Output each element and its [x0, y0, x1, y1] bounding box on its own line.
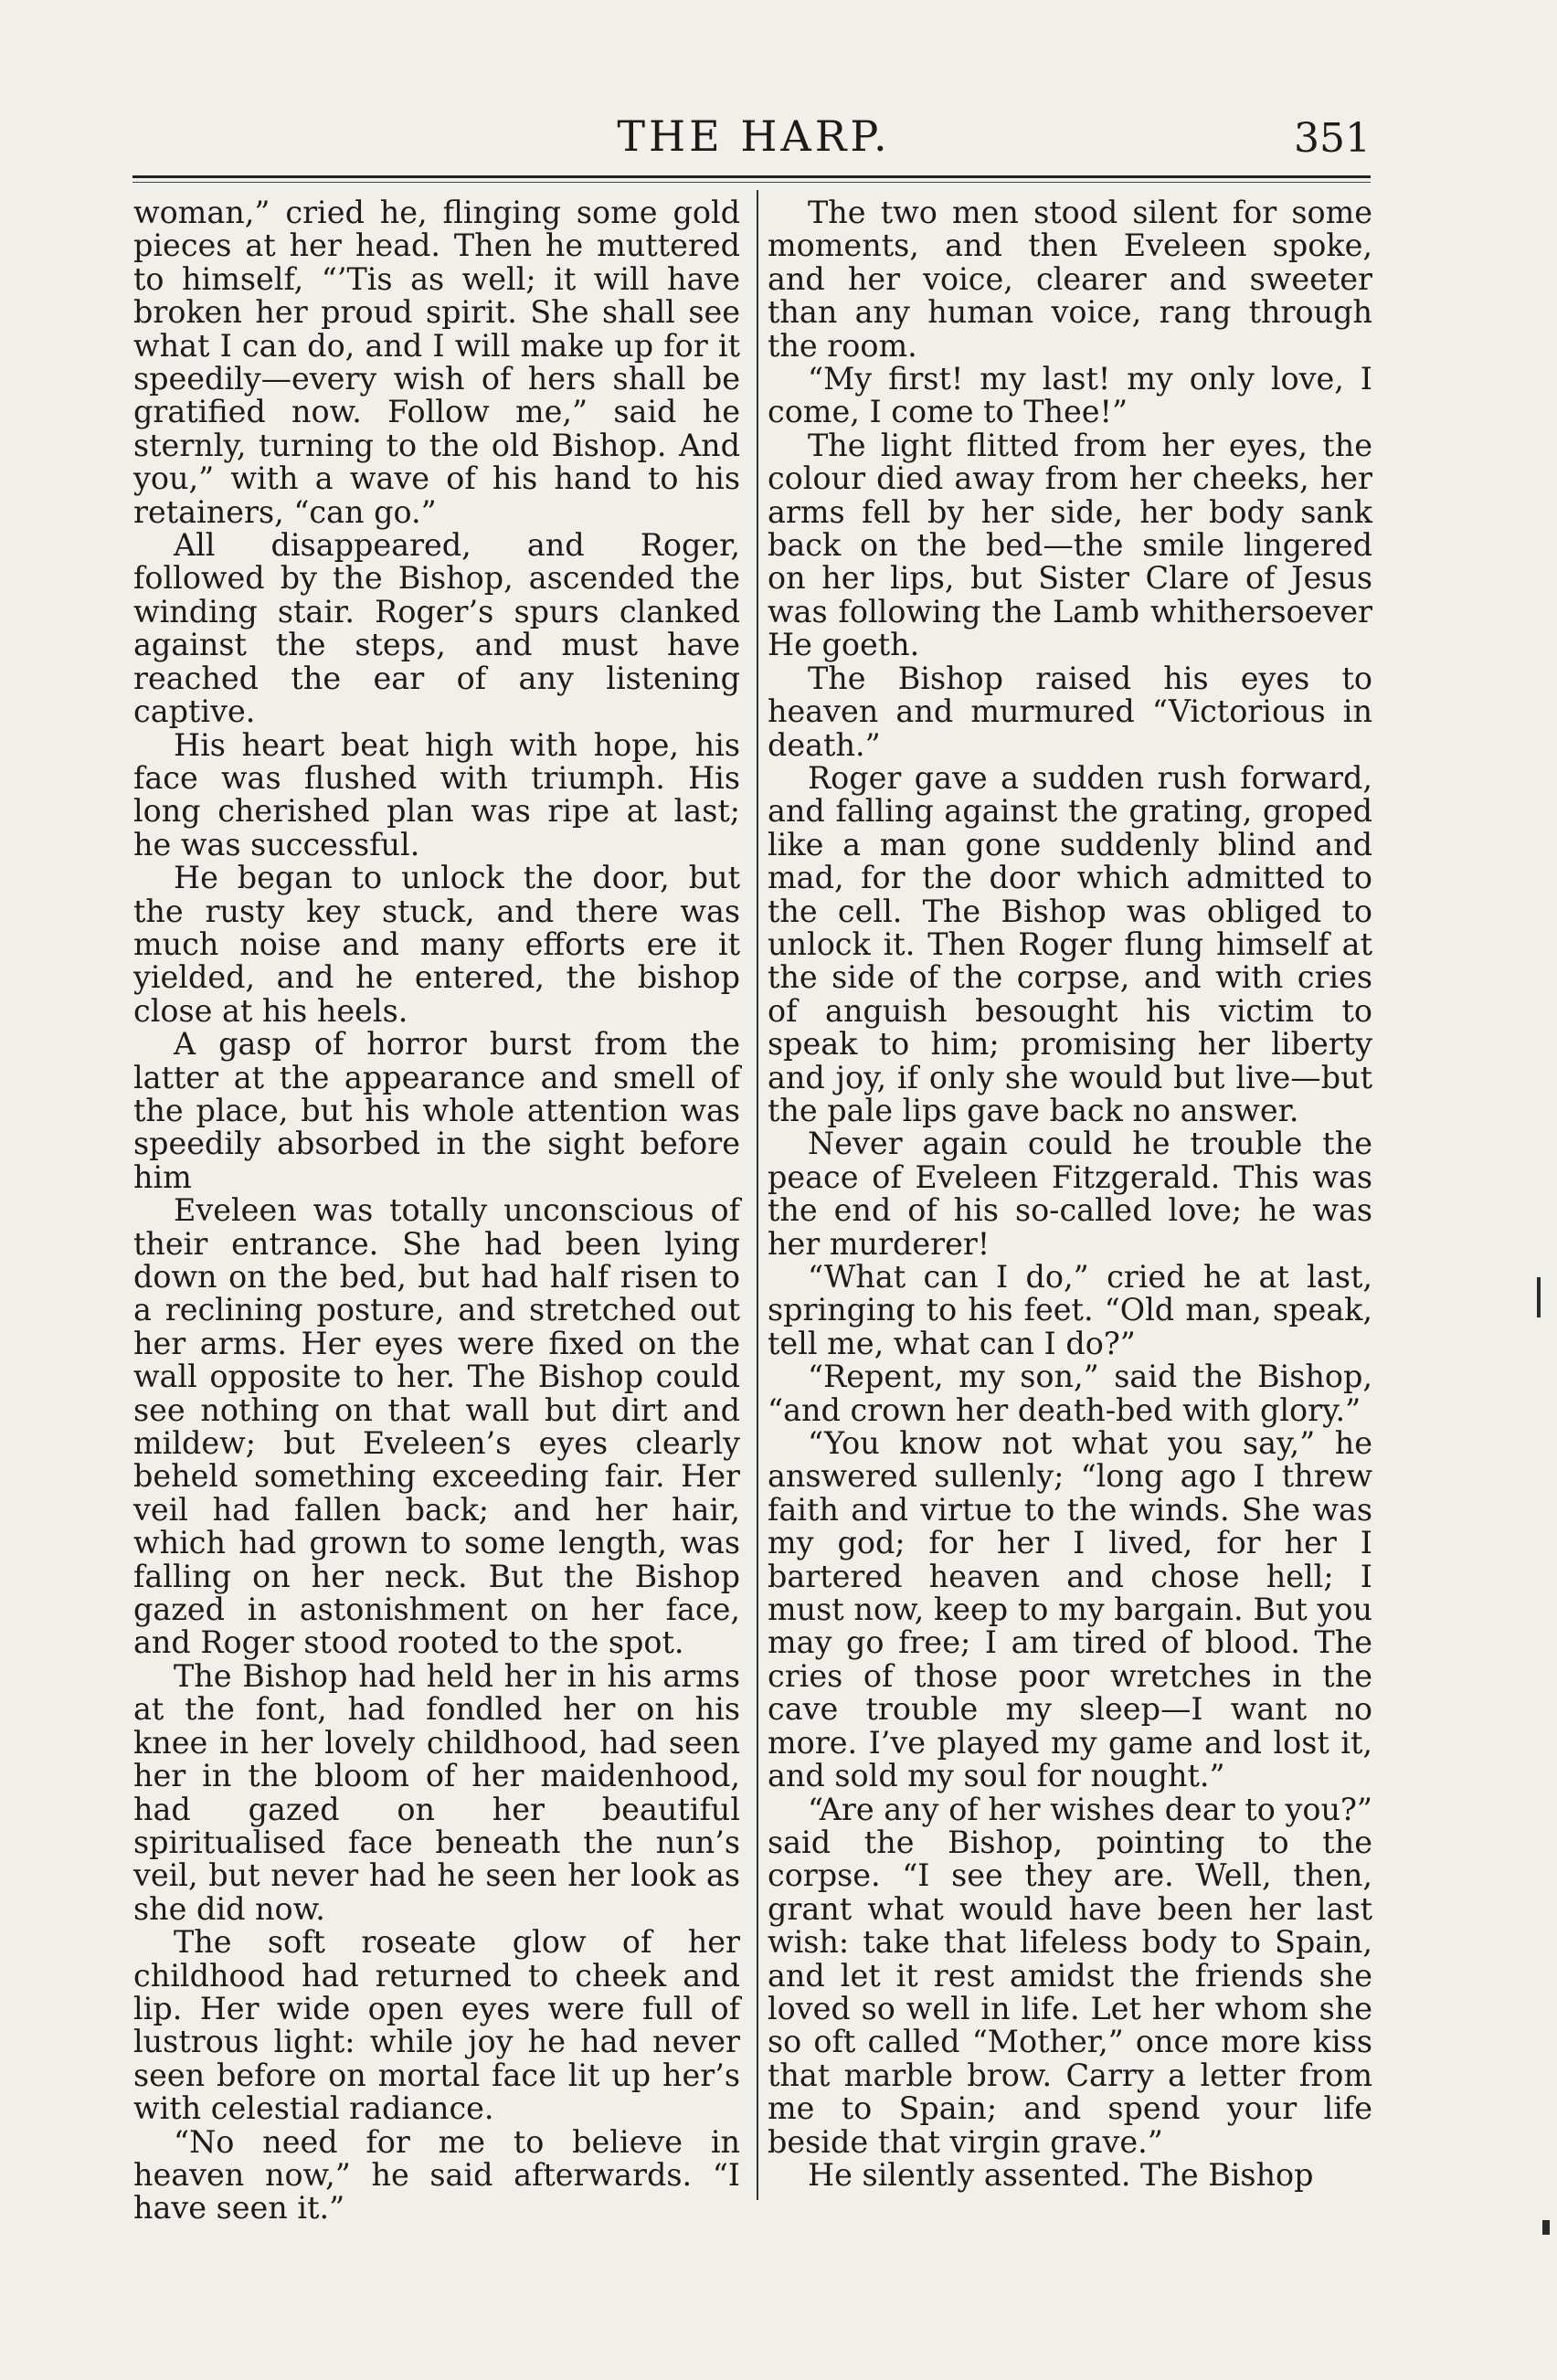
- right-column: [768, 196, 1372, 2192]
- paragraph: All disappeared, and Roger, followed by the Bishop, ascended the winding stair. Roger’s spurs clanked against the steps, and must have reached the ear of any listening captive.: [133, 527, 740, 730]
- running-title: THE HARP.: [617, 111, 891, 161]
- left-column: [133, 196, 740, 2226]
- paragraph: woman,” cried he, flinging some gold pieces at her head. Then he muttered to himself, “’Tis as well; it will have broken her proud spirit. She shall see what I can do, and I will make up for it speedily—every wish of hers shall be gratified now. Follow me,” said he sternly, turning to the old Bishop. And you,” with a wave of his hand to his retainers, “can go.”: [133, 195, 740, 530]
- paragraph: “Repent, my son,” said the Bishop, “and crown her death-bed with glory.”: [768, 1359, 1372, 1428]
- paragraph: “What can I do,” cried he at last, springing to his feet. “Old man, speak, tell me, what can I do?”: [768, 1259, 1372, 1361]
- paragraph: Roger gave a sudden rush forward, and falling against the grating, groped like a man gone suddenly blind and mad, for the door which admitted to the cell. The Bishop was obliged to unlock it. Then Roger flung himself at the side of the corpse, and with cries of anguish besought his victim to speak to him; promising her liberty and joy, if only she would but live—but the pale lips gave back no answer.: [768, 759, 1372, 1128]
- page-number: 351: [1294, 115, 1371, 162]
- paragraph: Never again could he trouble the peace of Eveleen Fitzgerald. This was the end of his so-called love; he was her murderer!: [768, 1126, 1372, 1262]
- paragraph: The light flitted from her eyes, the colour died away from her cheeks, her arms fell by her side, her body sank back on the bed—the smile lingered on her lips, but Sister Clare of Jesus was following the Lamb whithersoever He goeth.: [768, 427, 1372, 663]
- margin-mark: [1537, 1277, 1541, 1317]
- paragraph: The soft roseate glow of her childhood had returned to cheek and lip. Her wide open eyes were full of lustrous light: while joy he had never seen before on mortal face lit up her’s with celestial radiance.: [133, 1924, 740, 2127]
- header-rule: [132, 175, 1371, 178]
- margin-mark: [1542, 2220, 1550, 2235]
- paragraph: He began to unlock the door, but the rusty key stuck, and there was much noise and many efforts ere it yielded, and he entered, the bishop close at his heels.: [133, 860, 740, 1029]
- paragraph: He silently assented. The Bishop: [808, 2156, 1314, 2193]
- paragraph: Eveleen was totally unconscious of their entrance. She had been lying down on the bed, but had half risen to a reclining posture, and stretched out her arms. Her eyes were fixed on the wall opposite to her. The Bishop could see nothing on that wall but dirt and mildew; but Eveleen’s eyes clearly beheld something exceeding fair. Her veil had fallen back; and her hair, which had grown to some length, was falling on her neck. But the Bishop gazed in astonishment on her face, and Roger stood rooted to the spot.: [133, 1192, 740, 1661]
- column-divider: [757, 190, 758, 2200]
- paragraph: “My first! my last! my only love, I come, I come to Thee!”: [768, 361, 1372, 430]
- running-header: [137, 111, 1371, 183]
- paragraph: His heart beat high with hope, his face was flushed with triumph. His long cherished plan was ripe at last; he was successful.: [133, 726, 740, 862]
- paragraph: The Bishop had held her in his arms at the font, had fondled her on his knee in her lovely childhood, had seen her in the bloom of her maidenhood, had gazed on her beautiful spiritualised face beneath the nun’s veil, but never had he seen her look as she did now.: [133, 1657, 740, 1927]
- paragraph: “Are any of her wishes dear to you?” said the Bishop, pointing to the corpse. “I see they are. Well, then, grant what would have been her last wish: take that lifeless body to Spain, and let it rest amidst the friends she loved so well in life. Let her whom she so oft called “Mother,” once more kiss that marble brow. Carry a letter from me to Spain; and spend your life beside that virgin grave.”: [768, 1791, 1372, 2160]
- header-rule-thin: [132, 182, 1371, 183]
- paragraph: “No need for me to believe in heaven now,” he said afterwards. “I have seen it.”: [133, 2123, 740, 2227]
- paragraph: “You know not what you say,” he answered sullenly; “long ago I threw faith and virtue to the winds. She was my god; for her I lived, for her I bartered heaven and chose hell; I must now, keep to my bargain. But you may go free; I am tired of blood. The cries of those poor wretches in the cave trouble my sleep—I want no more. I’ve played my game and lost it, and sold my soul for nought.”: [768, 1425, 1372, 1794]
- paragraph: A gasp of horror burst from the latter at the appearance and smell of the place, but his whole attention was speedily absorbed in the sight before him: [133, 1026, 740, 1195]
- paragraph: The Bishop raised his eyes to heaven and murmured “Victorious in death.”: [768, 660, 1372, 763]
- paragraph: The two men stood silent for some moments, and then Eveleen spoke, and her voice, clearer and sweeter than any human voice, rang through the room.: [768, 195, 1372, 364]
